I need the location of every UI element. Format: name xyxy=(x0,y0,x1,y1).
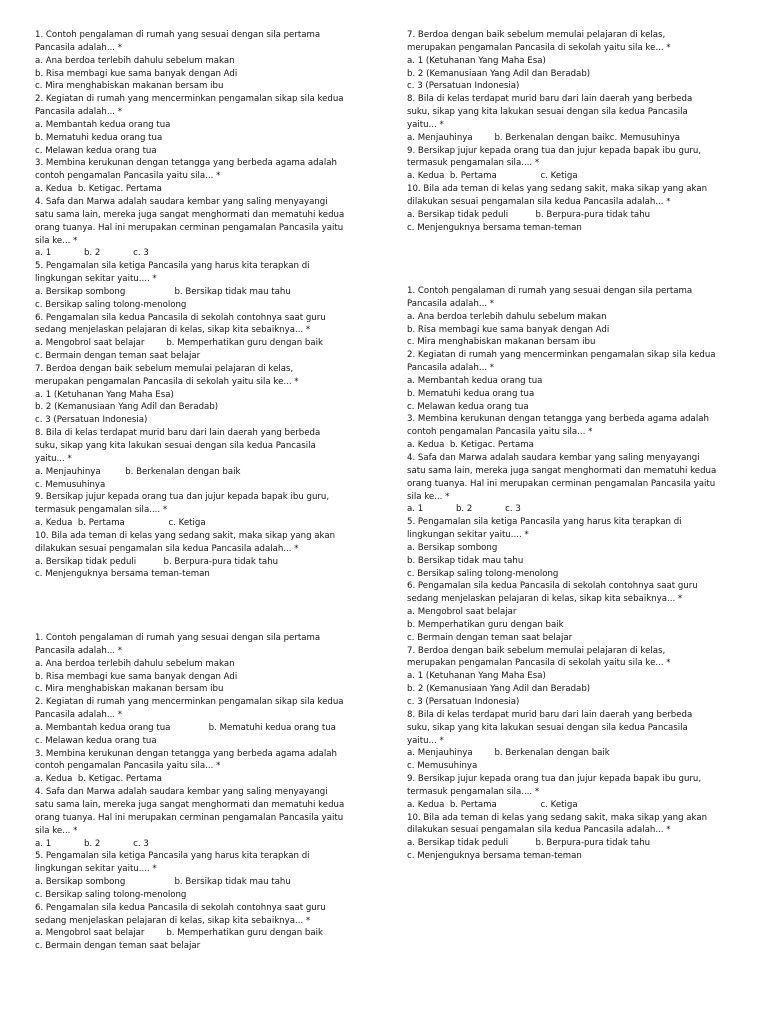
text-line: c. Bermain dengan teman saat belajar xyxy=(35,941,201,952)
text-line: 3. Membina kerukunan dengan tetangga yang berbeda agama adalah xyxy=(35,748,337,759)
text-line: b. Mematuhi kedua orang tua xyxy=(407,388,535,399)
text-line: a. 1 (Ketuhanan Yang Maha Esa) xyxy=(407,55,546,66)
text-line: termasuk pengamalan sila.... * xyxy=(407,786,540,797)
text-line: termasuk pengamalan sila.... * xyxy=(407,158,540,169)
text-line: a. Ana berdoa terlebih dahulu sebelum makan xyxy=(407,311,607,322)
text-line: dilakukan sesuai pengamalan sila kedua Pancasila adalah... * xyxy=(407,196,671,207)
text-line: a. Mengobrol saat belajar b. Memperhatikan guru dengan baik xyxy=(35,928,323,939)
text-line: yaitu... * xyxy=(407,119,444,130)
text-line: a. Bersikap tidak peduli b. Berpura-pura tidak tahu xyxy=(35,556,279,567)
text-line: merupakan pengamalan Pancasila di sekolah yaitu sila ke... * xyxy=(407,42,671,53)
text-line: 3. Membina kerukunan dengan tetangga yang berbeda agama adalah xyxy=(407,414,709,425)
text-line: a. Kedua b. Pertama c. Ketiga xyxy=(35,518,206,529)
text-line: 7. Berdoa dengan baik sebelum memulai pelajaran di kelas, xyxy=(407,645,666,656)
text-line: c. Memusuhinya xyxy=(35,479,106,490)
text-line: 3. Membina kerukunan dengan tetangga yang berbeda agama adalah xyxy=(35,158,337,169)
text-line: dilakukan sesuai pengamalan sila kedua Pancasila adalah... * xyxy=(35,543,299,554)
text-line: 5. Pengamalan sila ketiga Pancasila yang harus kita terapkan di xyxy=(407,517,682,528)
text-line: Pancasila adalah... * xyxy=(35,710,123,721)
text-line: a. Ana berdoa terlebih dahulu sebelum makan xyxy=(35,55,235,66)
question-block-top-left xyxy=(35,29,375,581)
text-line: c. Bermain dengan teman saat belajar xyxy=(407,632,573,643)
text-line: 6. Pengamalan sila kedua Pancasila di sekolah contohnya saat guru xyxy=(407,581,698,592)
text-line: a. Kedua b. Ketigac. Pertama xyxy=(35,184,162,195)
text-line: a. Mengobrol saat belajar b. Memperhatikan guru dengan baik xyxy=(35,338,323,349)
text-line: a. 1 b. 2 c. 3 xyxy=(35,838,149,849)
text-line: Pancasila adalah... * xyxy=(35,107,123,118)
text-line: a. Menjauhinya b. Berkenalan dengan baik xyxy=(407,748,610,759)
text-line: c. Bersikap saling tolong-menolong xyxy=(35,299,187,310)
text-line: orang tuanya. Hal ini merupakan cerminan pengamalan Pancasila yaitu xyxy=(407,478,716,489)
text-line: c. 3 (Persatuan Indonesia) xyxy=(35,415,148,426)
text-line: b. Risa membagi kue sama banyak dengan Adi xyxy=(35,68,238,79)
text-line: b. Risa membagi kue sama banyak dengan Adi xyxy=(35,671,238,682)
text-line: Pancasila adalah... * xyxy=(35,645,123,656)
text-line: contoh pengamalan Pancasila yaitu sila... * xyxy=(407,427,593,438)
text-line: a. 1 (Ketuhanan Yang Maha Esa) xyxy=(35,389,174,400)
text-line: c. 3 (Persatuan Indonesia) xyxy=(407,81,520,92)
text-line: orang tuanya. Hal ini merupakan cerminan pengamalan Pancasila yaitu xyxy=(35,812,344,823)
text-line: suku, sikap yang kita lakukan sesuai dengan sila kedua Pancasila xyxy=(35,441,316,451)
text-line: 9. Bersikap jujur kepada orang tua dan jujur kepada bapak ibu guru, xyxy=(35,492,330,503)
text-line: 9. Bersikap jujur kepada orang tua dan jujur kepada bapak ibu guru, xyxy=(407,774,702,785)
text-line: Pancasila adalah... * xyxy=(407,298,495,309)
text-line: termasuk pengamalan sila.... * xyxy=(35,505,168,516)
text-line: a. Membantah kedua orang tua b. Mematuhi kedua orang tua xyxy=(35,722,336,733)
text-line: 2. Kegiatan di rumah yang mencerminkan pengamalan sikap sila kedua xyxy=(407,350,716,361)
text-line: 4. Safa dan Marwa adalah saudara kembar yang saling menyayangi xyxy=(35,787,328,798)
text-line: c. Mira menghabiskan makanan bersam ibu xyxy=(407,337,596,348)
text-line: a. 1 (Ketuhanan Yang Maha Esa) xyxy=(407,671,546,682)
text-line: a. Membantah kedua orang tua xyxy=(407,375,543,386)
text-line: c. Melawan kedua orang tua xyxy=(35,145,157,156)
text-line: satu sama lain, mereka juga sangat menghormati dan mematuhi kedua xyxy=(35,799,345,810)
text-line: yaitu... * xyxy=(35,453,72,464)
text-line: a. Kedua b. Ketigac. Pertama xyxy=(407,440,534,451)
text-line: satu sama lain, mereka juga sangat menghormati dan mematuhi kedua xyxy=(407,465,717,476)
text-line: sila ke... * xyxy=(35,235,78,246)
text-line: a. Bersikap sombong b. Bersikap tidak mau tahu xyxy=(35,286,291,297)
text-line: a. 1 b. 2 c. 3 xyxy=(407,504,521,515)
text-line: sedang menjelaskan pelajaran di kelas, sikap kita sebaiknya... * xyxy=(35,915,311,926)
text-line: 6. Pengamalan sila kedua Pancasila di sekolah contohnya saat guru xyxy=(35,312,326,323)
text-line: 2. Kegiatan di rumah yang mencerminkan pengamalan sikap sila kedua xyxy=(35,697,344,708)
text-line: sila ke... * xyxy=(407,491,450,502)
question-block-middle-right xyxy=(407,285,747,863)
text-line: c. Melawan kedua orang tua xyxy=(35,735,157,746)
text-line: a. Bersikap sombong b. Bersikap tidak mau tahu xyxy=(35,877,291,888)
text-line: 10. Bila ada teman di kelas yang sedang sakit, maka sikap yang akan xyxy=(407,812,708,823)
text-line: 10. Bila ada teman di kelas yang sedang sakit, maka sikap yang akan xyxy=(35,530,336,541)
text-line: b. 2 (Kemanusiaan Yang Adil dan Beradab) xyxy=(35,402,219,413)
text-line: suku, sikap yang kita lakukan sesuai dengan sila kedua Pancasila xyxy=(407,107,688,118)
text-line: contoh pengamalan Pancasila yaitu sila... * xyxy=(35,171,221,182)
text-line: c. Menjenguknya bersama teman-teman xyxy=(407,222,582,233)
text-line: b. 2 (Kemanusiaan Yang Adil dan Beradab) xyxy=(407,684,591,695)
text-line: b. Mematuhi kedua orang tua xyxy=(35,132,163,143)
text-line: 1. Contoh pengalaman di rumah yang sesuai dengan sila pertama xyxy=(35,633,321,643)
text-line: a. Kedua b. Ketigac. Pertama xyxy=(35,774,162,785)
text-line: lingkungan sekitar yaitu.... * xyxy=(407,530,529,541)
text-line: lingkungan sekitar yaitu.... * xyxy=(35,274,157,285)
text-line: 7. Berdoa dengan baik sebelum memulai pelajaran di kelas, xyxy=(35,363,294,374)
text-line: dilakukan sesuai pengamalan sila kedua Pancasila adalah... * xyxy=(407,825,671,836)
text-line: c. Mira menghabiskan makanan bersam ibu xyxy=(35,81,224,92)
text-line: sila ke... * xyxy=(35,825,78,836)
text-line: yaitu... * xyxy=(407,735,444,746)
question-block-bottom-left xyxy=(35,632,375,953)
text-line: a. Bersikap tidak peduli b. Berpura-pura tidak tahu xyxy=(407,209,651,220)
text-line: b. Memperhatikan guru dengan baik xyxy=(407,619,564,630)
text-line: suku, sikap yang kita lakukan sesuai dengan sila kedua Pancasila xyxy=(407,722,688,733)
text-line: 4. Safa dan Marwa adalah saudara kembar yang saling menyayangi xyxy=(35,196,328,207)
text-line: a. Kedua b. Pertama c. Ketiga xyxy=(407,799,578,810)
question-block-top-right xyxy=(407,29,747,235)
text-line: a. 1 b. 2 c. 3 xyxy=(35,248,149,259)
text-line: c. Bersikap saling tolong-menolong xyxy=(407,568,559,579)
text-line: c. Melawan kedua orang tua xyxy=(407,401,529,412)
text-line: a. Kedua b. Pertama c. Ketiga xyxy=(407,171,578,182)
text-line: a. Membantah kedua orang tua xyxy=(35,119,171,130)
text-line: c. Menjenguknya bersama teman-teman xyxy=(407,851,582,862)
text-line: c. 3 (Persatuan Indonesia) xyxy=(407,697,520,707)
text-line: a. Menjauhinya b. Berkenalan dengan baikc. Memusuhinya xyxy=(407,132,681,143)
text-line: contoh pengamalan Pancasila yaitu sila... * xyxy=(35,761,221,772)
text-line: c. Bermain dengan teman saat belajar xyxy=(35,351,201,362)
text-line: c. Bersikap saling tolong-menolong xyxy=(35,889,187,900)
text-line: 10. Bila ada teman di kelas yang sedang sakit, maka sikap yang akan xyxy=(407,184,708,195)
text-line: c. Menjenguknya bersama teman-teman xyxy=(35,569,210,580)
text-line: 8. Bila di kelas terdapat murid baru dari lain daerah yang berbeda xyxy=(407,94,693,105)
text-line: 1. Contoh pengalaman di rumah yang sesuai dengan sila pertama xyxy=(35,30,321,40)
text-line: 8. Bila di kelas terdapat murid baru dari lain daerah yang berbeda xyxy=(35,428,321,439)
text-line: 9. Bersikap jujur kepada orang tua dan jujur kepada bapak ibu guru, xyxy=(407,145,702,156)
text-line: 1. Contoh pengalaman di rumah yang sesuai dengan sila pertama xyxy=(407,286,693,296)
text-line: 2. Kegiatan di rumah yang mencerminkan pengamalan sikap sila kedua xyxy=(35,94,344,105)
text-line: merupakan pengamalan Pancasila di sekolah yaitu sila ke... * xyxy=(407,658,671,669)
text-line: c. Memusuhinya xyxy=(407,761,478,772)
text-line: 4. Safa dan Marwa adalah saudara kembar yang saling menyayangi xyxy=(407,452,700,463)
text-line: 6. Pengamalan sila kedua Pancasila di sekolah contohnya saat guru xyxy=(35,902,326,913)
text-line: a. Ana berdoa terlebih dahulu sebelum makan xyxy=(35,658,235,669)
text-line: b. 2 (Kemanusiaan Yang Adil dan Beradab) xyxy=(407,68,591,79)
text-line: 7. Berdoa dengan baik sebelum memulai pelajaran di kelas, xyxy=(407,30,666,40)
text-line: b. Bersikap tidak mau tahu xyxy=(407,555,524,566)
text-line: b. Risa membagi kue sama banyak dengan Adi xyxy=(407,324,610,335)
text-line: a. Mengobrol saat belajar xyxy=(407,607,517,618)
text-line: 5. Pengamalan sila ketiga Pancasila yang harus kita terapkan di xyxy=(35,261,310,272)
text-line: Pancasila adalah... * xyxy=(35,42,123,53)
text-line: a. Bersikap sombong xyxy=(407,542,498,553)
text-line: satu sama lain, mereka juga sangat menghormati dan mematuhi kedua xyxy=(35,209,345,220)
text-line: sedang menjelaskan pelajaran di kelas, sikap kita sebaiknya... * xyxy=(35,325,311,336)
text-line: merupakan pengamalan Pancasila di sekolah yaitu sila ke... * xyxy=(35,376,299,387)
text-line: a. Menjauhinya b. Berkenalan dengan baik xyxy=(35,466,241,477)
text-line: c. Mira menghabiskan makanan bersam ibu xyxy=(35,684,224,695)
text-line: 5. Pengamalan sila ketiga Pancasila yang harus kita terapkan di xyxy=(35,851,310,862)
text-line: orang tuanya. Hal ini merupakan cerminan pengamalan Pancasila yaitu xyxy=(35,222,344,233)
text-line: a. Bersikap tidak peduli b. Berpura-pura tidak tahu xyxy=(407,838,651,849)
text-line: lingkungan sekitar yaitu.... * xyxy=(35,864,157,875)
text-line: sedang menjelaskan pelajaran di kelas, sikap kita sebaiknya... * xyxy=(407,594,683,605)
text-line: Pancasila adalah... * xyxy=(407,363,495,374)
text-line: 8. Bila di kelas terdapat murid baru dari lain daerah yang berbeda xyxy=(407,709,693,720)
